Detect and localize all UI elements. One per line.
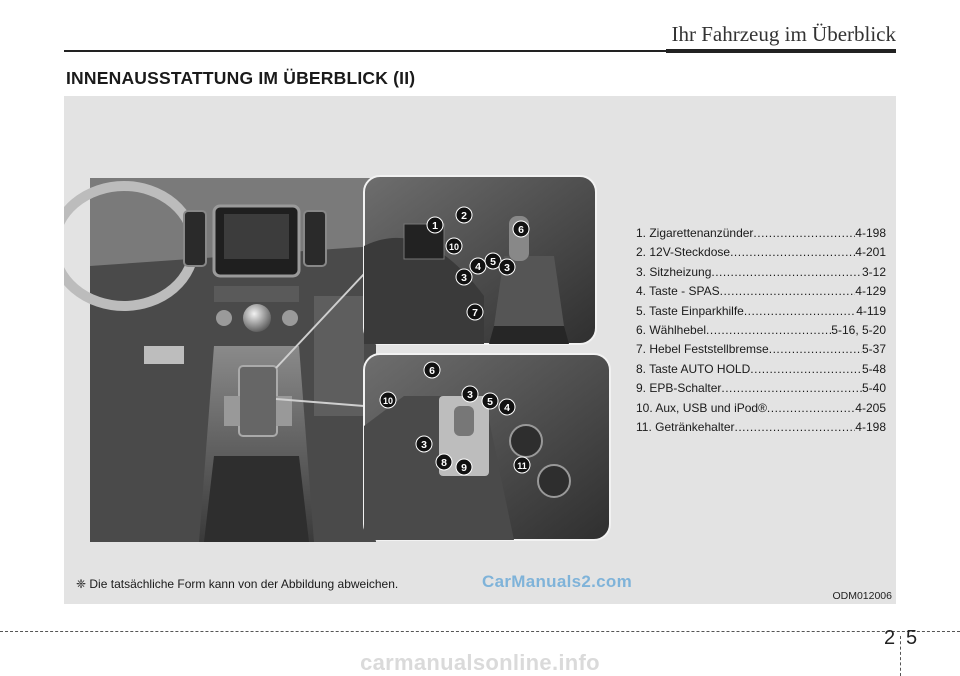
interior-overview-figure bbox=[64, 96, 896, 604]
figure-code: ODM012006 bbox=[832, 590, 892, 602]
component-legend bbox=[636, 224, 886, 437]
dashboard-view bbox=[64, 178, 376, 542]
callout-marker: 4 bbox=[504, 402, 510, 414]
callout-marker: 10 bbox=[448, 242, 460, 252]
legend-item: 3. Sitzheizung ..... 3-12 bbox=[636, 263, 886, 282]
callout-marker: 3 bbox=[467, 389, 473, 401]
callout-marker: 10 bbox=[382, 396, 394, 406]
page-number: 5 bbox=[906, 627, 918, 649]
legend-item: 6. Wählhebel ..... 5-16, 5-20 bbox=[636, 321, 886, 340]
legend-item: 11. Getränkehalter ..... 4-198 bbox=[636, 418, 886, 437]
callout-marker: 5 bbox=[490, 256, 496, 268]
legend-item: 5. Taste Einparkhilfe ..... 4-119 bbox=[636, 302, 886, 321]
callout-marker: 7 bbox=[472, 307, 478, 319]
callout-marker: 5 bbox=[487, 396, 493, 408]
legend-item: 1. Zigarettenanzünder ..... 4-198 bbox=[636, 224, 886, 243]
section-title: INNENAUSSTATTUNG IM ÜBERBLICK (II) bbox=[66, 68, 416, 88]
callout-marker: 4 bbox=[475, 261, 481, 273]
running-title: Ihr Fahrzeug im Überblick bbox=[671, 22, 896, 46]
inset-bottom bbox=[364, 354, 610, 540]
page-chapter: 2 bbox=[884, 627, 896, 649]
callout-marker: 3 bbox=[421, 439, 427, 451]
legend-item: 10. Aux, USB und iPod® ..... 4-205 bbox=[636, 399, 886, 418]
callout-marker: 8 bbox=[441, 457, 447, 469]
legend-item: 2. 12V-Steckdose ..... 4-201 bbox=[636, 243, 886, 262]
callout-marker: 1 bbox=[432, 220, 438, 232]
header-rule-accent bbox=[666, 49, 896, 53]
legend-item: 4. Taste - SPAS ..... 4-129 bbox=[636, 282, 886, 301]
callout-marker: 3 bbox=[504, 262, 510, 274]
legend-item: 7. Hebel Feststellbremse ..... 5-37 bbox=[636, 340, 886, 359]
footer-rule bbox=[0, 631, 960, 632]
callout-marker: 9 bbox=[461, 462, 467, 474]
callout-marker: 11 bbox=[517, 461, 527, 471]
callout-marker: 6 bbox=[429, 365, 435, 377]
legend-item: 8. Taste AUTO HOLD ..... 5-48 bbox=[636, 360, 886, 379]
site-footer: carmanualsonline.info bbox=[360, 650, 600, 675]
legend-item: 9. EPB-Schalter ..... 5-40 bbox=[636, 379, 886, 398]
callout-marker: 6 bbox=[518, 224, 524, 236]
figure-note: ❈ Die tatsächliche Form kann von der Abbildung abweichen. bbox=[76, 577, 399, 591]
callout-marker: 3 bbox=[461, 272, 467, 284]
watermark: CarManuals2.com bbox=[482, 572, 632, 591]
callout-marker: 2 bbox=[461, 210, 467, 222]
